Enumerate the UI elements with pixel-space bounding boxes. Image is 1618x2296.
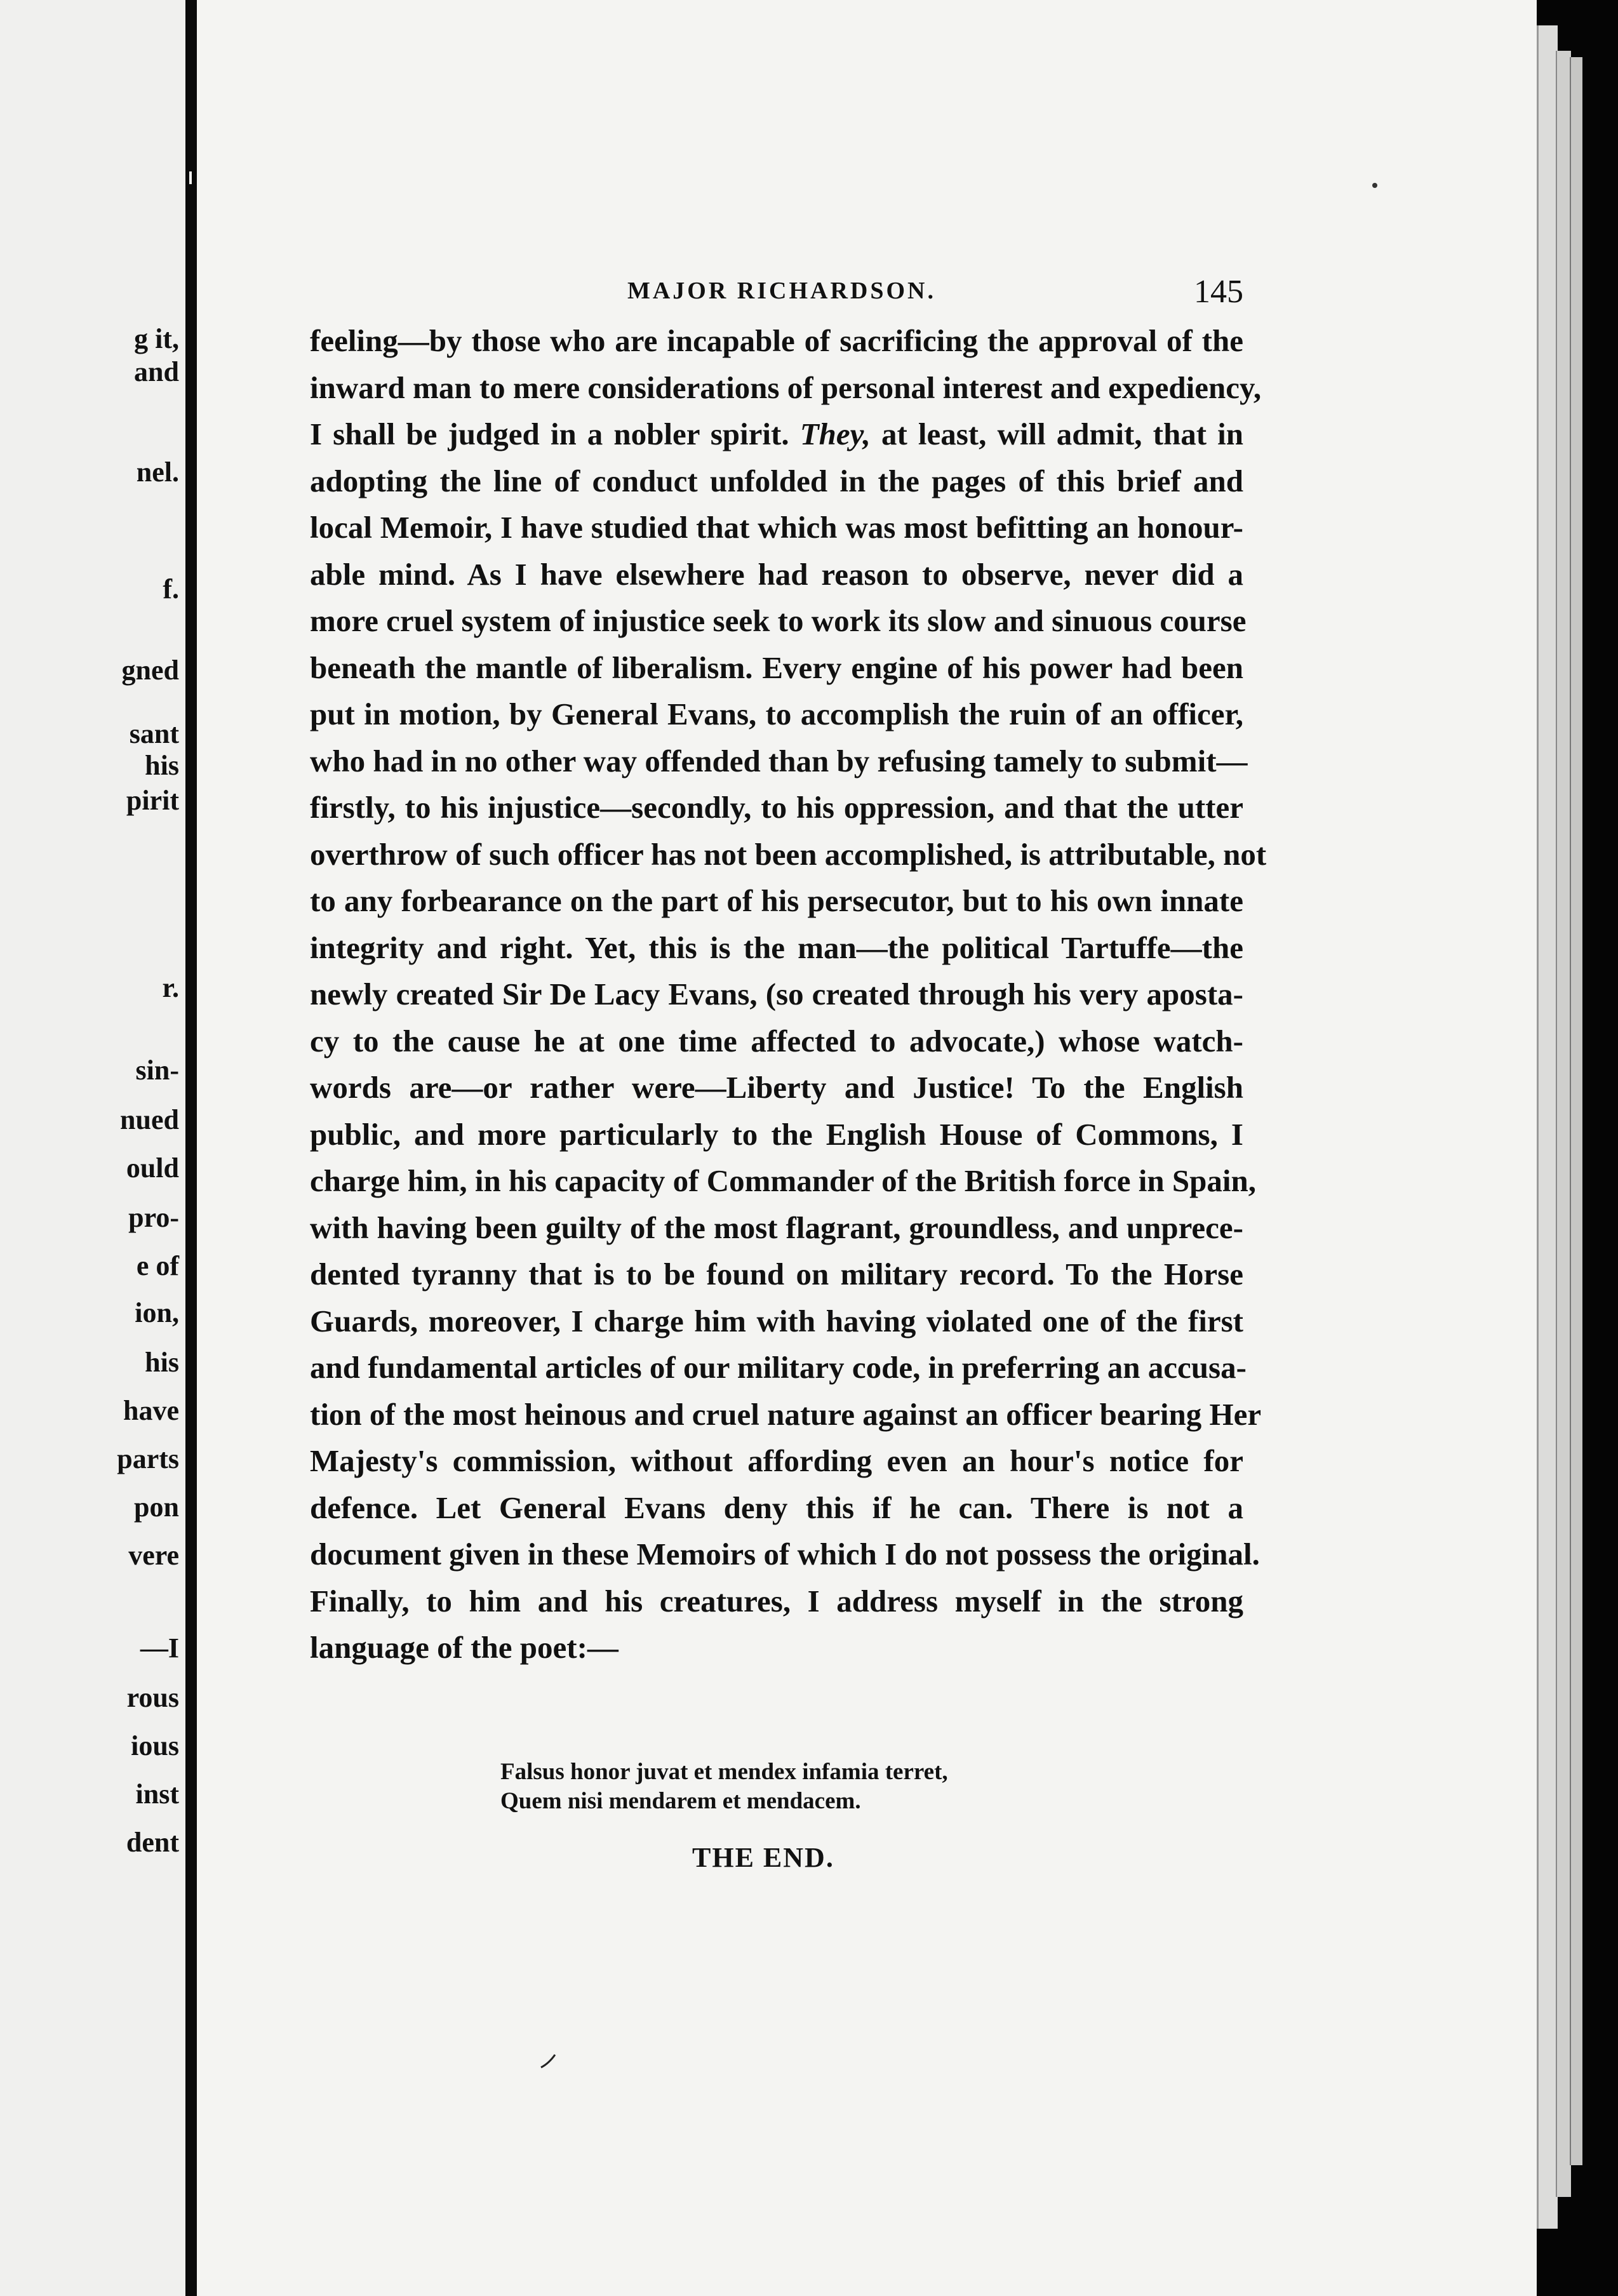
facing-page-word: e of <box>136 1250 179 1281</box>
facing-page-word: r. <box>162 972 179 1003</box>
facing-page-word: gned <box>121 655 179 686</box>
facing-page-word: —I <box>140 1632 179 1664</box>
body-line: language of the poet:— <box>310 1630 618 1665</box>
body-line: cy to the cause he at one time affected to advocate,) whose watch- <box>310 1023 1243 1058</box>
facing-page-word: and <box>134 356 179 387</box>
body-line: words are—or rather were—Liberty and Justice! To the English <box>310 1070 1243 1105</box>
body-line: feeling—by those who are incapable of sacrificing the approval of the <box>310 323 1243 358</box>
facing-page-word: his <box>145 1347 179 1378</box>
body-line: dented tyranny that is to be found on military record. To the Horse <box>310 1257 1243 1292</box>
facing-page-word: sant <box>129 718 179 749</box>
body-line: integrity and right. Yet, this is the man—the political Tartuffe—the <box>310 930 1243 965</box>
speck <box>1372 183 1377 188</box>
facing-page-word: ould <box>126 1152 179 1184</box>
body-line: who had in no other way offended than by refusing tamely to submit— <box>310 743 1248 778</box>
body-line: firstly, to his injustice—secondly, to his oppression, and that the utter <box>310 790 1243 825</box>
body-line: and fundamental articles of our military code, in preferring an accusa- <box>310 1350 1247 1385</box>
facing-page-word: nued <box>120 1104 179 1135</box>
facing-page-word: rous <box>126 1682 179 1713</box>
facing-page-word: sin- <box>135 1055 179 1086</box>
facing-page-word: pon <box>134 1492 179 1523</box>
body-line: document given in these Memoirs of which I do not possess the original. <box>310 1537 1260 1572</box>
body-line: I shall be judged in a nobler spirit. They, at least, will admit, that in <box>310 417 1243 451</box>
body-line: defence. Let General Evans deny this if he can. There is not a <box>310 1490 1243 1525</box>
facing-page-word: pirit <box>126 785 179 816</box>
quote-line: Falsus honor juvat et mendex infamia terret, <box>500 1759 948 1785</box>
page-number: 145 <box>1194 274 1243 310</box>
corner-mark <box>1276 2257 1353 2296</box>
facing-page-word: his <box>145 750 179 781</box>
body-line: tion of the most heinous and cruel nature against an officer bearing Her <box>310 1396 1262 1432</box>
facing-page-word: f. <box>163 573 179 604</box>
body-line: to any forbearance on the part of his persecutor, but to his own innate <box>310 883 1243 918</box>
running-head: MAJOR RICHARDSON. <box>627 277 936 304</box>
body-line: able mind. As I have elsewhere had reason to observe, never did a <box>310 556 1243 592</box>
emphasis: They, <box>799 417 871 451</box>
closing-text: THE END. <box>692 1842 834 1873</box>
body-line: with having been guilty of the most flagrant, groundless, and unprece- <box>310 1210 1243 1245</box>
body-line: beneath the mantle of liberalism. Every engine of his power had been <box>310 650 1243 685</box>
facing-page-word: ion, <box>135 1297 179 1328</box>
facing-page-word: g it, <box>134 323 179 354</box>
body-line: Guards, moreover, I charge him with having violated one of the first <box>310 1303 1243 1338</box>
body-line: local Memoir, I have studied that which was most befitting an honour- <box>310 510 1243 545</box>
facing-page-word: nel. <box>136 457 179 488</box>
facing-page-word: parts <box>117 1443 179 1474</box>
facing-page-word: vere <box>128 1540 179 1571</box>
facing-page-word: pro- <box>128 1202 179 1233</box>
body-line: Majesty's commission, without affording even an hour's notice for <box>310 1443 1243 1478</box>
body-line: charge him, in his capacity of Commander of the British force in Spain, <box>310 1163 1256 1198</box>
facing-page-word: ious <box>131 1730 179 1761</box>
body-line: public, and more particularly to the English House of Commons, I <box>310 1116 1243 1152</box>
body-line: Finally, to him and his creatures, I address myself in the strong <box>310 1583 1243 1619</box>
facing-page-word: have <box>123 1395 179 1426</box>
body-line: inward man to mere considerations of personal interest and expediency, <box>310 370 1262 405</box>
body-line: overthrow of such officer has not been accomplished, is attributable, not <box>310 836 1267 872</box>
body-line: more cruel system of injustice seek to work its slow and sinuous course <box>310 603 1247 638</box>
body-line: newly created Sir De Lacy Evans, (so created through his very aposta- <box>310 977 1243 1011</box>
body-line: put in motion, by General Evans, to accomplish the ruin of an officer, <box>310 697 1243 731</box>
ink-mark <box>541 2055 555 2067</box>
facing-page-word: inst <box>135 1779 179 1810</box>
facing-page-word: dent <box>126 1827 179 1858</box>
body-line: adopting the line of conduct unfolded in the pages of this brief and <box>310 463 1243 498</box>
quote-line: Quem nisi mendarem et mendacem. <box>500 1788 861 1814</box>
